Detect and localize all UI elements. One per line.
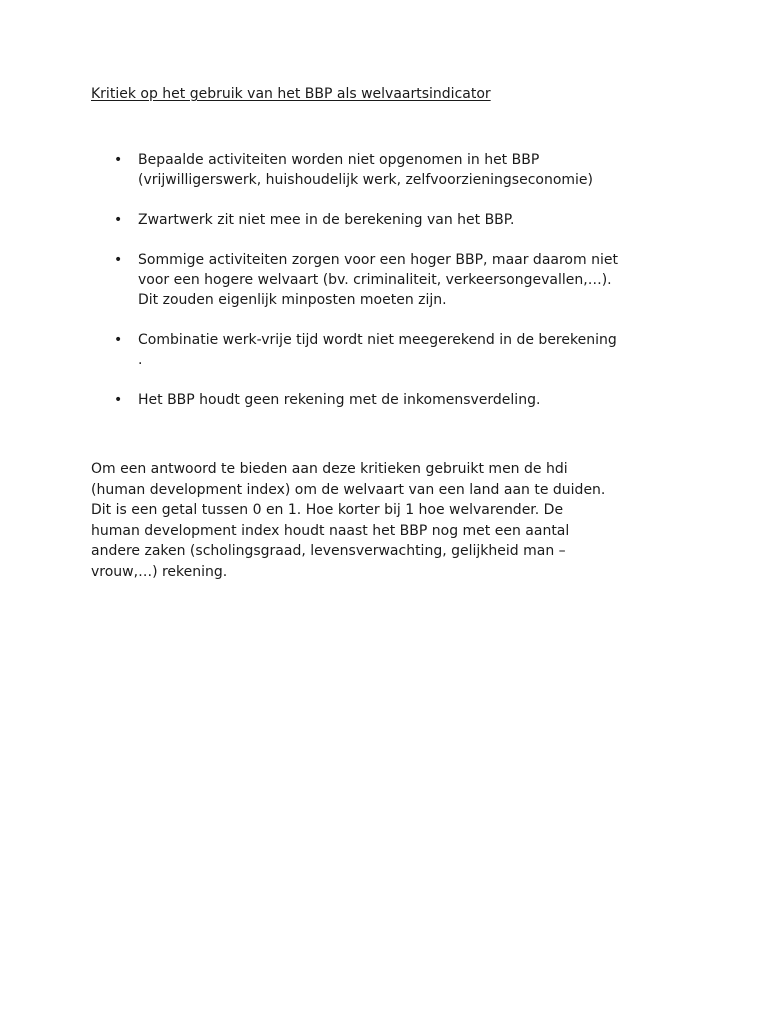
bullet-item [110,210,690,230]
bullet-item [110,150,690,190]
bullet-item [110,250,690,310]
bullet-text-line: Het BBP houdt geen rekening met de inkomensverdeling. [138,392,541,408]
paragraph-line: human development index houdt naast het BBP nog met een aantal [91,522,570,539]
bullet-text-line: Combinatie werk-vrije tijd wordt niet meegerekend in de berekening [138,332,617,348]
bullet-text-line: (vrijwilligerswerk, huishoudelijk werk, zelfvoorzieningseconomie) [138,172,593,188]
document-title: Kritiek op het gebruik van het BBP als welvaartsindicator [91,86,491,102]
bullet-icon: • [114,152,123,168]
bullet-item [110,330,690,370]
hdi-paragraph [91,459,691,582]
bullet-text-line: Sommige activiteiten zorgen voor een hoger BBP, maar daarom niet [138,252,618,268]
bullet-text-line: Dit zouden eigenlijk minposten moeten zijn. [138,292,447,308]
bullet-list [110,150,690,430]
paragraph-line: Om een antwoord te bieden aan deze kritieken gebruikt men de hdi [91,461,568,477]
paragraph-line: andere zaken (scholingsgraad, levensverwachting, gelijkheid man – [91,543,566,559]
bullet-icon: • [114,392,123,408]
bullet-icon: • [114,332,123,348]
bullet-icon: • [114,212,123,228]
bullet-text-line: Bepaalde activiteiten worden niet opgenomen in het BBP [138,152,540,168]
paragraph-line: (human development index) om de welvaart van een land aan te duiden. [91,481,606,498]
bullet-icon: • [114,252,123,268]
paragraph-line: Dit is een getal tussen 0 en 1. Hoe korter bij 1 hoe welvarender. De [91,502,564,518]
bullet-text-line: . [138,352,143,368]
bullet-item [110,390,690,410]
bullet-text-line: Zwartwerk zit niet mee in de berekening van het BBP. [138,212,515,228]
bullet-text-line: voor een hogere welvaart (bv. criminaliteit, verkeersongevallen,…). [138,272,612,288]
paragraph-line: vrouw,…) rekening. [91,563,228,580]
